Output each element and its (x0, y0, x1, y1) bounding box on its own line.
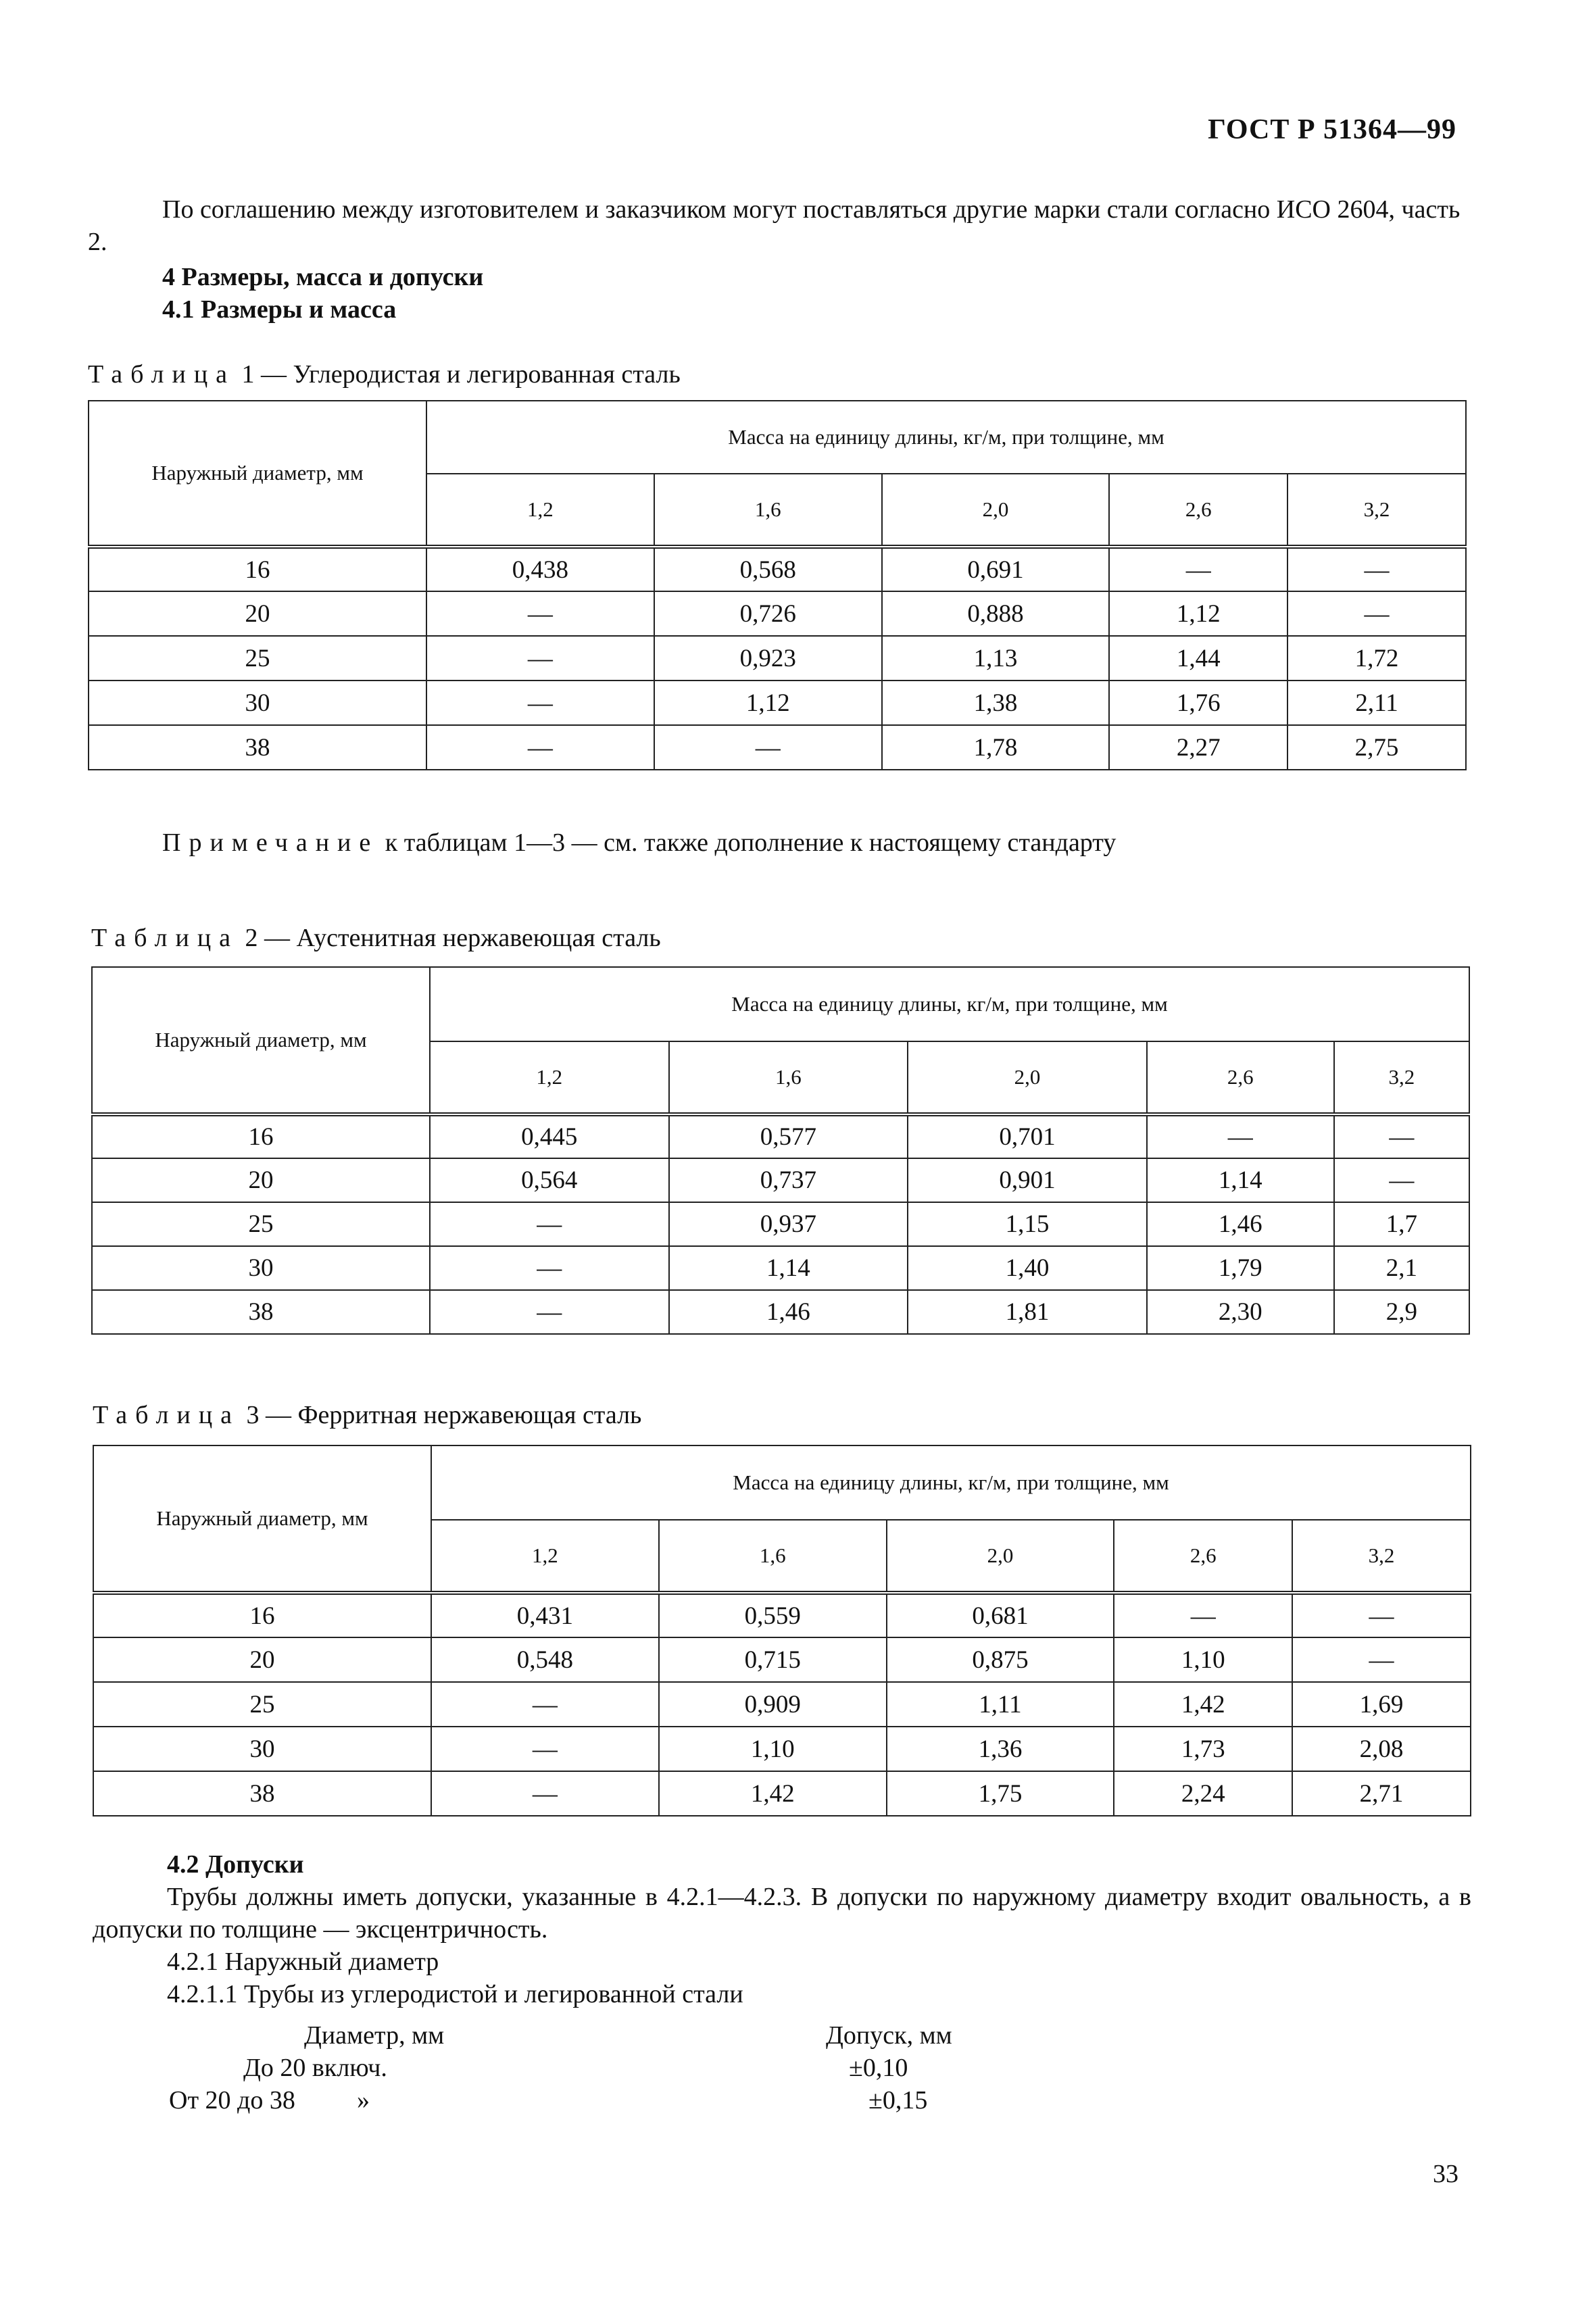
cell: 2,27 (1109, 725, 1287, 770)
table-1 (88, 400, 1467, 770)
cell: 1,79 (1147, 1246, 1334, 1290)
cell: 1,14 (1147, 1158, 1334, 1202)
section-4-heading: 4 Размеры, масса и допуски (162, 263, 484, 291)
table-row (89, 547, 1466, 591)
table-3 (93, 1445, 1471, 1816)
table-label: Таблица (88, 360, 236, 389)
table-row (93, 1682, 1471, 1727)
table-caption-text: 2 — Аустенитная нержавеющая сталь (245, 924, 661, 952)
cell: 1,72 (1287, 636, 1466, 681)
cell: 0,577 (669, 1114, 908, 1158)
table-row (92, 1290, 1469, 1334)
thickness-header: 2,0 (908, 1041, 1147, 1114)
tolerances-paragraph: Трубы должны иметь допуски, указанные в 4.2.1—4.2.3. В допуски по наружному диаметру входит овальность, а в допуски по толщине — эксцентричность. (93, 1883, 1471, 1944)
thickness-header: 1,2 (430, 1041, 669, 1114)
thickness-header: 3,2 (1292, 1520, 1471, 1593)
cell: 1,40 (908, 1246, 1147, 1290)
tolerance-range: До 20 включ. (243, 2054, 387, 2082)
cell: 1,12 (654, 681, 882, 725)
cell: 1,44 (1109, 636, 1287, 681)
cell: 16 (92, 1114, 430, 1158)
cell: 25 (92, 1202, 430, 1246)
cell: 38 (93, 1771, 431, 1816)
table-row (93, 1593, 1471, 1637)
cell: 25 (89, 636, 426, 681)
cell: 1,36 (887, 1727, 1114, 1771)
table-1-caption (88, 360, 681, 389)
cell: 0,726 (654, 591, 882, 636)
cell: — (431, 1727, 659, 1771)
table-row (93, 1727, 1471, 1771)
cell: 0,715 (659, 1637, 887, 1682)
cell: 16 (89, 547, 426, 591)
cell: 2,08 (1292, 1727, 1471, 1771)
thickness-header: 1,2 (426, 474, 654, 547)
diameter-header: Наружный диаметр, мм (92, 967, 430, 1114)
thickness-header: 3,2 (1334, 1041, 1469, 1114)
table-caption-text: 3 — Ферритная нержавеющая сталь (246, 1401, 642, 1429)
cell: — (1292, 1593, 1471, 1637)
mass-header: Масса на единицу длины, кг/м, при толщине, мм (431, 1445, 1471, 1520)
table-row (92, 1202, 1469, 1246)
table-2 (91, 966, 1470, 1335)
section-4-2-1-1-heading: 4.2.1.1 Трубы из углеродистой и легированной стали (167, 1980, 743, 2008)
cell: 2,24 (1114, 1771, 1292, 1816)
cell: 0,559 (659, 1593, 887, 1637)
cell: 1,46 (669, 1290, 908, 1334)
intro-paragraph: По соглашению между изготовителем и заказчиком могут поставляться другие марки стали согласно ИСО 2604, часть 2. (88, 195, 1461, 256)
tolerance-range: От 20 до 38 (169, 2086, 295, 2115)
cell: 1,69 (1292, 1682, 1471, 1727)
cell: 0,438 (426, 547, 654, 591)
table-row (93, 1637, 1471, 1682)
cell: 2,9 (1334, 1290, 1469, 1334)
cell: 1,75 (887, 1771, 1114, 1816)
cell: 0,431 (431, 1593, 659, 1637)
table-row (89, 681, 1466, 725)
table-3-caption (93, 1400, 641, 1430)
cell: 38 (92, 1290, 430, 1334)
table-row (89, 636, 1466, 681)
cell: 1,15 (908, 1202, 1147, 1246)
cell: 1,11 (887, 1682, 1114, 1727)
thickness-header: 2,0 (887, 1520, 1114, 1593)
cell: 38 (89, 725, 426, 770)
cell: 0,681 (887, 1593, 1114, 1637)
diameter-column-header: Диаметр, мм (304, 2021, 445, 2050)
cell: 1,7 (1334, 1202, 1469, 1246)
cell: 2,75 (1287, 725, 1466, 770)
cell: 0,701 (908, 1114, 1147, 1158)
cell: — (1334, 1114, 1469, 1158)
document-code-header: ГОСТ Р 51364—99 (1208, 114, 1456, 145)
cell: 25 (93, 1682, 431, 1727)
thickness-header: 2,6 (1147, 1041, 1334, 1114)
ditto-mark: » (357, 2086, 370, 2115)
cell: 0,548 (431, 1637, 659, 1682)
cell: 1,38 (882, 681, 1110, 725)
cell: — (426, 725, 654, 770)
cell: 1,81 (908, 1290, 1147, 1334)
cell: — (1287, 591, 1466, 636)
cell: 2,30 (1147, 1290, 1334, 1334)
note-label: Примечание (162, 829, 379, 857)
cell: — (431, 1682, 659, 1727)
cell: — (1292, 1637, 1471, 1682)
tolerance-value: ±0,15 (868, 2086, 928, 2115)
cell: 30 (92, 1246, 430, 1290)
cell: 20 (89, 591, 426, 636)
table-row (93, 1771, 1471, 1816)
cell: 0,937 (669, 1202, 908, 1246)
cell: 0,568 (654, 547, 882, 591)
thickness-header: 2,6 (1109, 474, 1287, 547)
cell: 2,71 (1292, 1771, 1471, 1816)
cell: — (426, 636, 654, 681)
cell: 1,78 (882, 725, 1110, 770)
cell: 20 (93, 1637, 431, 1682)
cell: 1,10 (659, 1727, 887, 1771)
cell: 16 (93, 1593, 431, 1637)
section-4-1-heading: 4.1 Размеры и масса (162, 295, 397, 324)
table-row (89, 591, 1466, 636)
note-text: к таблицам 1—3 — см. также дополнение к настоящему стандарту (385, 829, 1117, 857)
cell: 0,923 (654, 636, 882, 681)
cell: — (431, 1771, 659, 1816)
cell: 1,12 (1109, 591, 1287, 636)
cell: 0,901 (908, 1158, 1147, 1202)
thickness-header: 1,2 (431, 1520, 659, 1593)
cell: 1,73 (1114, 1727, 1292, 1771)
cell: — (430, 1290, 669, 1334)
thickness-header: 2,0 (882, 474, 1110, 547)
cell: — (426, 591, 654, 636)
cell: 1,46 (1147, 1202, 1334, 1246)
cell: 1,42 (1114, 1682, 1292, 1727)
cell: — (430, 1246, 669, 1290)
mass-header: Масса на единицу длины, кг/м, при толщине, мм (430, 967, 1469, 1041)
cell: — (1334, 1158, 1469, 1202)
cell: 1,10 (1114, 1637, 1292, 1682)
diameter-header: Наружный диаметр, мм (93, 1445, 431, 1593)
thickness-header: 1,6 (669, 1041, 908, 1114)
table-row (92, 1114, 1469, 1158)
cell: 1,76 (1109, 681, 1287, 725)
cell: 1,14 (669, 1246, 908, 1290)
mass-header: Масса на единицу длины, кг/м, при толщине, мм (426, 401, 1466, 474)
cell: 0,691 (882, 547, 1110, 591)
cell: — (1109, 547, 1287, 591)
cell: — (1287, 547, 1466, 591)
cell: 2,11 (1287, 681, 1466, 725)
thickness-header: 3,2 (1287, 474, 1466, 547)
cell: — (430, 1202, 669, 1246)
thickness-header: 1,6 (659, 1520, 887, 1593)
table-row (89, 725, 1466, 770)
cell: 30 (93, 1727, 431, 1771)
cell: 0,737 (669, 1158, 908, 1202)
thickness-header: 2,6 (1114, 1520, 1292, 1593)
tolerance-column-header: Допуск, мм (826, 2021, 952, 2050)
section-4-2-1-heading: 4.2.1 Наружный диаметр (167, 1948, 439, 1976)
cell: 0,564 (430, 1158, 669, 1202)
tolerance-value: ±0,10 (849, 2054, 908, 2082)
table-label: Таблица (91, 924, 239, 952)
cell: — (426, 681, 654, 725)
cell: — (654, 725, 882, 770)
cell: 0,888 (882, 591, 1110, 636)
thickness-header: 1,6 (654, 474, 882, 547)
cell: — (1147, 1114, 1334, 1158)
cell: 1,13 (882, 636, 1110, 681)
page-number: 33 (1433, 2160, 1458, 2188)
table-caption-text: 1 — Углеродистая и легированная сталь (241, 360, 681, 389)
cell: 20 (92, 1158, 430, 1202)
cell: 1,42 (659, 1771, 887, 1816)
diameter-header: Наружный диаметр, мм (89, 401, 426, 547)
table-2-caption (91, 923, 661, 953)
section-4-2-heading: 4.2 Допуски (167, 1850, 304, 1879)
table-row (92, 1246, 1469, 1290)
cell: 0,875 (887, 1637, 1114, 1682)
cell: — (1114, 1593, 1292, 1637)
table-label: Таблица (93, 1401, 241, 1429)
table-row (92, 1158, 1469, 1202)
cell: 0,445 (430, 1114, 669, 1158)
cell: 2,1 (1334, 1246, 1469, 1290)
note (162, 828, 1116, 858)
cell: 30 (89, 681, 426, 725)
cell: 0,909 (659, 1682, 887, 1727)
